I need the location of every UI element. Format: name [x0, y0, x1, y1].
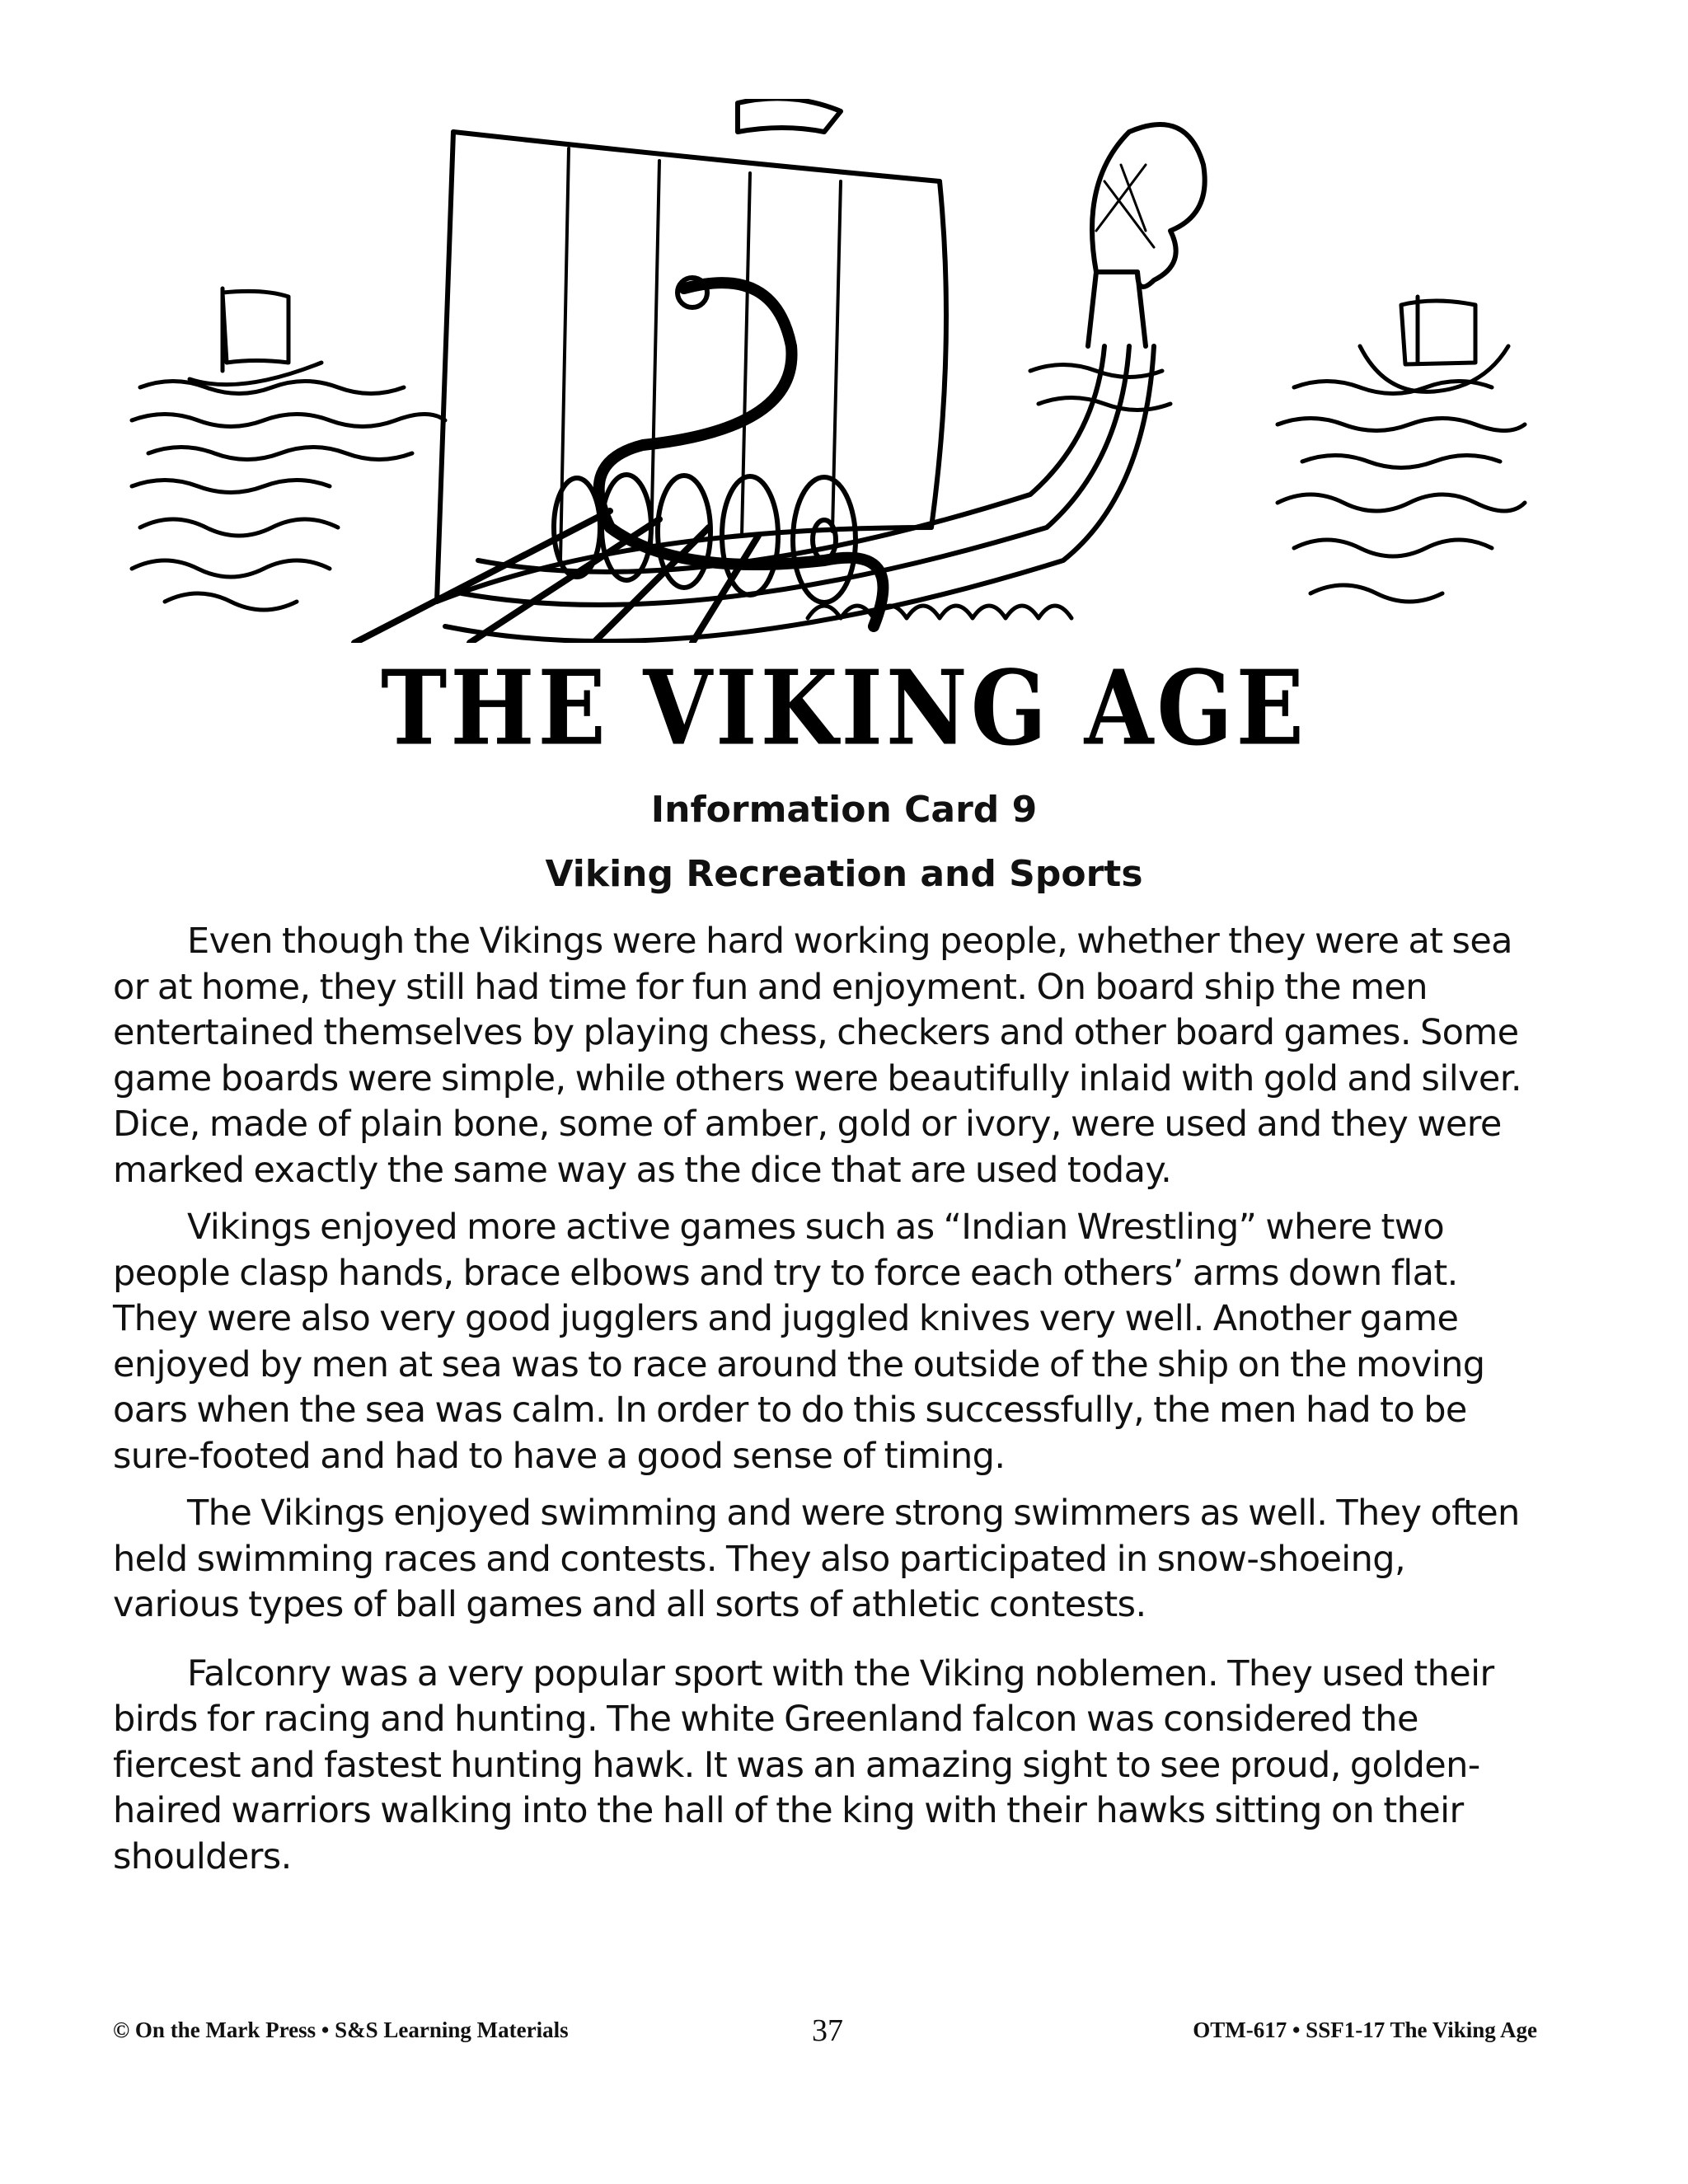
waves-icon [132, 365, 1525, 611]
footer [0, 2013, 1688, 2050]
small-ship-left-icon [190, 288, 321, 385]
card-label: Information Card 9 [650, 789, 1038, 831]
page-title: THE VIKING AGE [381, 649, 1307, 769]
body-text [113, 919, 1539, 1891]
page-number: 37 [812, 2013, 843, 2048]
footer-product-code: OTM-617 • SSF1-17 The Viking Age [1193, 2018, 1537, 2042]
paragraph: Falconry was a very popular sport with the Viking noblemen. They used their birds for racing and hunting. The white Greenland falcon was considered the fiercest and fastest hunting hawk. It was an amazing sight to see proud, golden-haired warriors walking into the hall of the king with their hawks sitting on their shoulders. [113, 1652, 1494, 1877]
paragraph: The Vikings enjoyed swimming and were strong swimmers as well. They often held swimming races and contests. They also participated in snow-shoeing, various types of ball games and all sorts of athletic contests. [113, 1493, 1520, 1625]
footer-copyright: © On the Mark Press • S&S Learning Materials [113, 2018, 569, 2042]
small-ship-right-icon [1360, 297, 1508, 391]
paragraph: Vikings enjoyed more active games such as “Indian Wrestling” where two people clasp hands, brace elbows and try to force each others’ arms down flat. They were also very good jugglers and juggled knives very well. Another game enjoyed by men at sea was to race around the outside of the ship on the moving oars when the sea was calm. In order to do this successfully, the men had to be sure-footed and had to have a good sense of timing. [113, 1207, 1485, 1477]
card-topic: Viking Recreation and Sports [545, 853, 1143, 895]
viking-longship-illustration [115, 99, 1566, 643]
paragraph: Even though the Vikings were hard working people, whether they were at sea or at home, they still had time for fun and enjoyment. On board ship the men entertained themselves by playing chess, checkers and other board games. Some game boards were simple, while others were beautifully inlaid with gold and silver. Dice, made of plain bone, some of amber, gold or ivory, were used and they were marked exactly the same way as the dice that are used today. [113, 921, 1522, 1191]
